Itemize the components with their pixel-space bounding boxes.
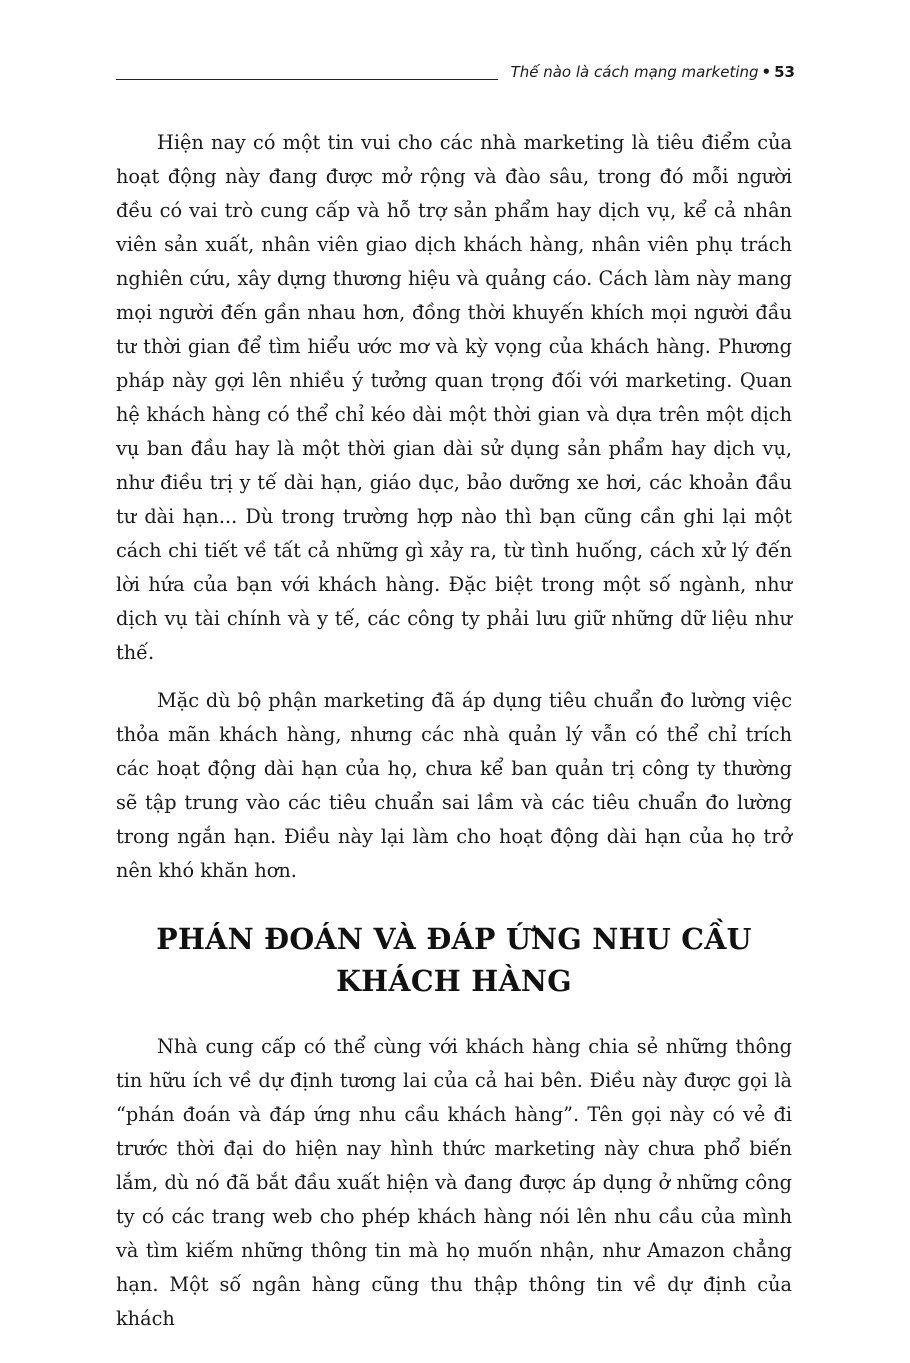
section-heading xyxy=(116,918,792,1002)
header-bullet: • xyxy=(761,63,772,81)
page-header xyxy=(116,62,795,88)
body-paragraph-2: Mặc dù bộ phận marketing đã áp dụng tiêu chuẩn đo lường việc thỏa mãn khách hàng, nhưng các nhà quản lý vẫn có thể chỉ trích các hoạt động dài hạn của họ, chưa kể ban quản trị công ty thường sẽ tập trung vào các tiêu chuẩn sai lầm và các tiêu chuẩn đo lường trong ngắn hạn. Điều này lại làm cho hoạt động dài hạn của họ trở nên khó khăn hơn. xyxy=(116,689,792,882)
section-heading-line-1: PHÁN ĐOÁN VÀ ĐÁP ỨNG NHU CẦU xyxy=(156,922,752,956)
page-body xyxy=(116,126,792,1336)
section-paragraph: Nhà cung cấp có thể cùng với khách hàng chia sẻ những thông tin hữu ích về dự định tương lai của cả hai bên. Điều này được gọi là “phán đoán và đáp ứng nhu cầu khách hàng”. Tên gọi này có vẻ đi trước thời đại do hiện nay hình thức marketing này chưa phổ biến lắm, dù nó đã bắt đầu xuất hiện và đang được áp dụng ở những công ty có các trang web cho phép khách hàng nói lên nhu cầu của mình và tìm kiếm những thông tin mà họ muốn nhận, như Amazon chẳng hạn. Một số ngân hàng cũng thu thập thông tin về dự định của khách xyxy=(116,1035,792,1330)
running-title: Thế nào là cách mạng marketing xyxy=(510,63,759,81)
page-number: 53 xyxy=(774,63,795,81)
running-head xyxy=(511,63,795,81)
section-heading-line-2: KHÁCH HÀNG xyxy=(336,964,572,998)
header-rule xyxy=(116,79,498,80)
body-paragraph-1: Hiện nay có một tin vui cho các nhà marketing là tiêu điểm của hoạt động này đang được mở rộng và đào sâu, trong đó mỗi người đều có vai trò cung cấp và hỗ trợ sản phẩm hay dịch vụ, kể cả nhân viên sản xuất, nhân viên giao dịch khách hàng, nhân viên phụ trách nghiên cứu, xây dựng thương hiệu và quảng cáo. Cách làm này mang mọi người đến gần nhau hơn, đồng thời khuyến khích mọi người đầu tư thời gian để tìm hiểu ước mơ và kỳ vọng của khách hàng. Phương pháp này gợi lên nhiều ý tưởng quan trọng đối với marketing. Quan hệ khách hàng có thể chỉ kéo dài một thời gian và dựa trên một dịch vụ ban đầu hay là một thời gian dài sử dụng sản phẩm hay dịch vụ, như điều trị y tế dài hạn, giáo dục, bảo dưỡng xe hơi, các khoản đầu tư dài hạn... Dù trong trường hợp nào thì bạn cũng cần ghi lại một cách chi tiết về tất cả những gì xảy ra, từ tình huống, cách xử lý đến lời hứa của bạn với khách hàng. Đặc biệt trong một số ngành, như dịch vụ tài chính và y tế, các công ty phải lưu giữ những dữ liệu như thế. xyxy=(116,131,792,664)
